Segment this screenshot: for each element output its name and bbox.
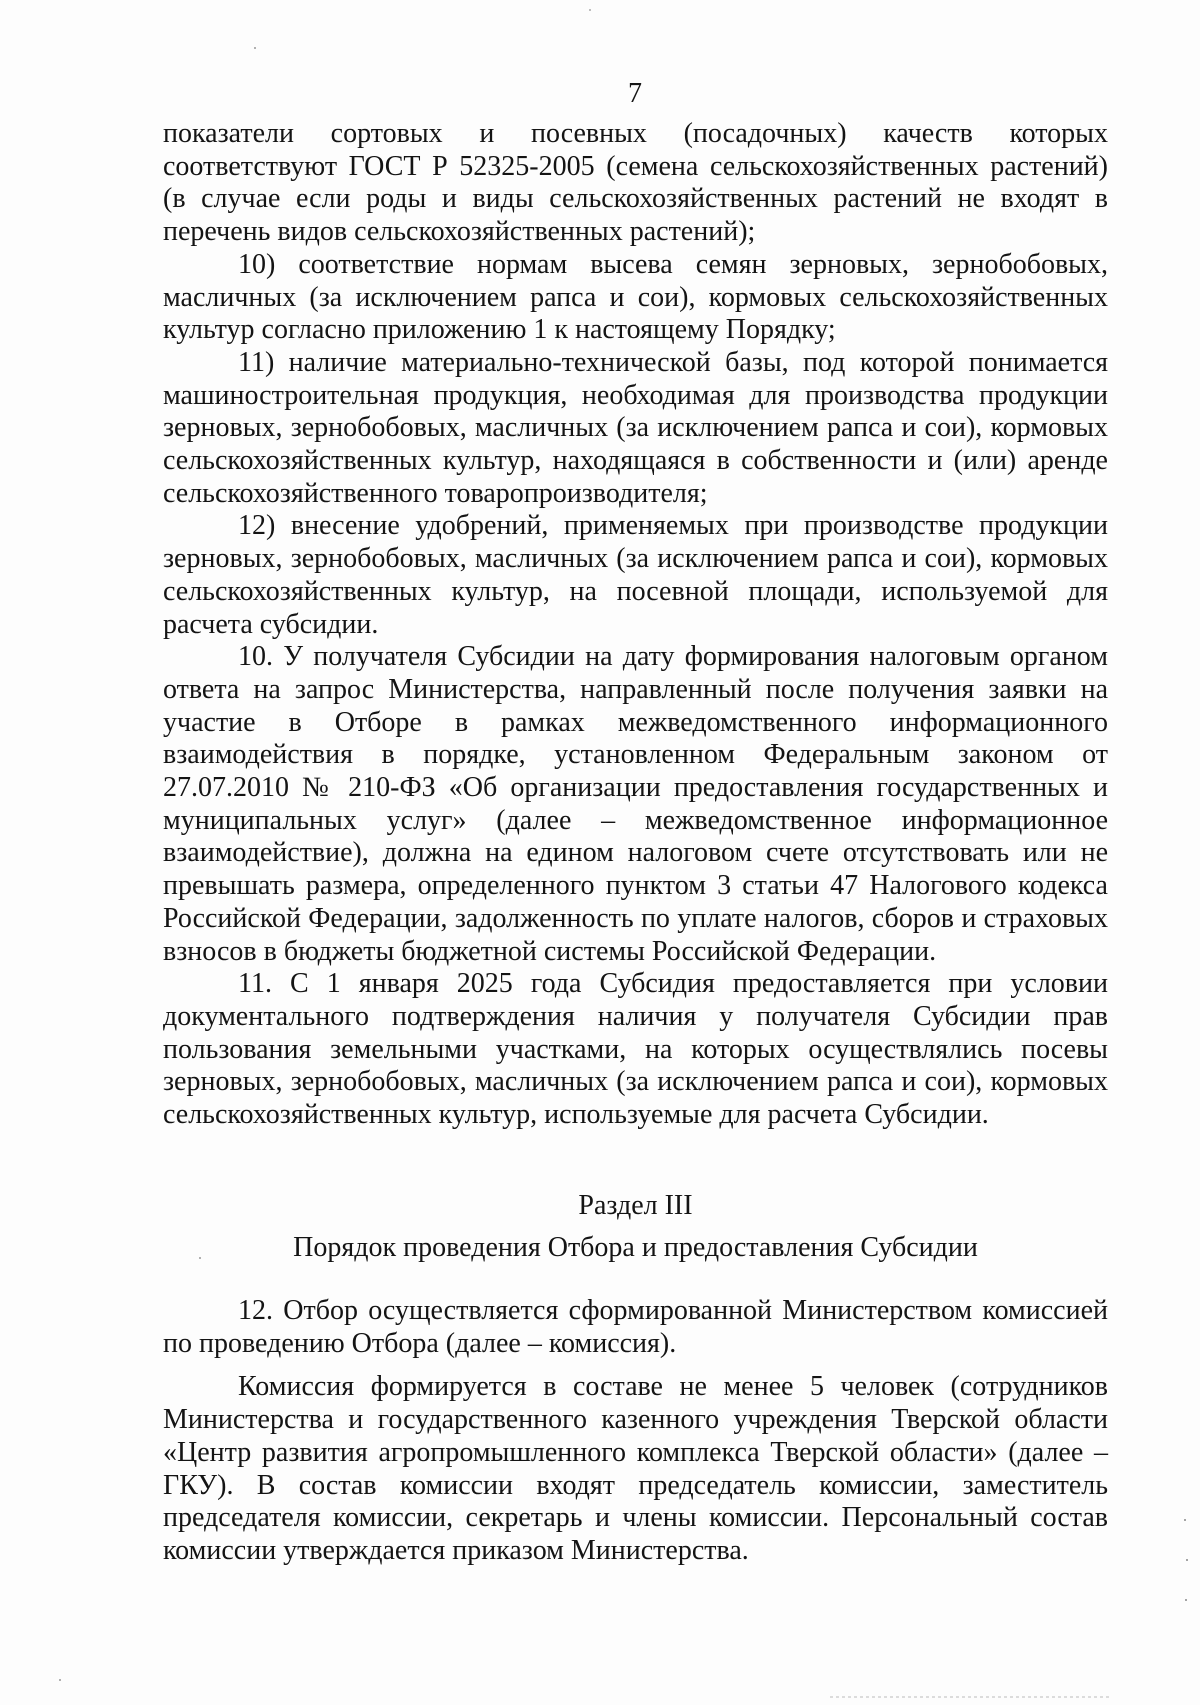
paragraph-clause-10-tax-debt: 10. У получателя Субсидии на дату формирования налоговым органом ответа на запрос Министерства, направленный после получения заявки на участие в Отборе в рамках межведомственного информационного взаимодействия в порядке, установленном Федеральным законом от 27.07.2010 № 210-ФЗ «Об организации предоставления государственных и муниципальных услуг» (далее – межведомственное информационное взаимодействие), должна на едином налоговом счете отсутствовать или не превышать размера, определенного пунктом 3 статьи 47 Налогового кодекса Российской Федерации, задолженность по уплате налогов, сборов и страховых взносов в бюджеты бюджетной системы Российской Федерации.: [163, 641, 1108, 967]
paragraph-clause-11-land-rights: 11. С 1 января 2025 года Субсидия предоставляется при условии документального подтверждения наличия у получателя Субсидии прав пользования земельными участками, на которых осуществлялись посевы зерновых, зернобобовых, масличных (за исключением рапса и сои), кормовых сельскохозяйственных культур, используемые для расчета Субсидии.: [163, 968, 1108, 1131]
paragraph-item-11-material-base: 11) наличие материально-технической базы, под которой понимается машиностроительная продукция, необходимая для производства продукции зерновых, зернобобовых, масличных (за исключением рапса и сои), кормовых сельскохозяйственных культур, находящаяся в собственности и (или) аренде сельскохозяйственного товаропроизводителя;: [163, 346, 1108, 509]
section-label: Раздел III: [578, 1190, 693, 1221]
paragraph-item-10-seeding-norms: 10) соответствие нормам высева семян зерновых, зернобобовых, масличных (за исключением рапса и сои), кормовых сельскохозяйственных культур согласно приложению 1 к настоящему Порядку;: [163, 248, 1108, 346]
section-body: [163, 1295, 1108, 1568]
document-body: [163, 118, 1108, 1132]
paragraph-item-12-fertilizers: 12) внесение удобрений, применяемых при производстве продукции зерновых, зернобобовых, масличных (за исключением рапса и сои), кормовых сельскохозяйственных культур, на посевной площади, используемой для расчета субсидии.: [163, 510, 1108, 640]
page-number: 7: [628, 78, 642, 109]
paragraph-commission-composition: Комиссия формируется в составе не менее 5 человек (сотрудников Министерства и государственного казенного учреждения Тверской области «Центр развития агропромышленного комплекса Тверской области» (далее – ГКУ). В состав комиссии входят председатель комиссии, заместитель председателя комиссии, секретарь и члены комиссии. Персональный состав комиссии утверждается приказом Министерства.: [163, 1371, 1108, 1566]
paragraph-clause-12-commission: 12. Отбор осуществляется сформированной Министерством комиссией по проведению Отбора (далее – комиссия).: [163, 1295, 1108, 1359]
paragraph-seed-quality: показатели сортовых и посевных (посадочных) качеств которых соответствуют ГОСТ Р 52325-2005 (семена сельскохозяйственных растений) (в случае если роды и виды сельскохозяйственных растений не входят в перечень видов сельскохозяйственных растений);: [163, 118, 1108, 248]
section-title: Порядок проведения Отбора и предоставления Субсидии: [293, 1232, 978, 1263]
